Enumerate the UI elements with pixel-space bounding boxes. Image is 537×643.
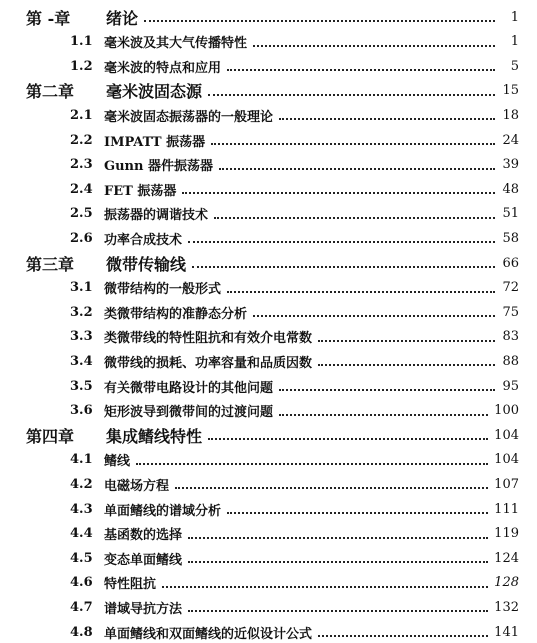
page-number: 1 <box>510 9 519 25</box>
toc-section-row <box>70 473 519 495</box>
chapter-title: 微带传输线 <box>106 254 187 274</box>
page-number: 111 <box>494 501 519 517</box>
toc-section-row <box>70 277 519 299</box>
section-title: 类微带结构的准静态分析 <box>104 306 248 322</box>
section-number: 2.1 <box>70 107 93 123</box>
toc-section-row <box>70 621 519 643</box>
dot-leader <box>227 69 495 71</box>
section-number: 3.5 <box>70 378 93 394</box>
section-title: 毫米波及其大气传播特性 <box>104 36 248 52</box>
page-number: 48 <box>502 181 519 197</box>
page-number: 72 <box>502 280 519 296</box>
toc-section-row <box>70 326 519 348</box>
section-number: 4.6 <box>70 575 93 591</box>
section-number: 2.5 <box>70 206 93 222</box>
dot-leader <box>188 561 488 563</box>
dot-leader <box>219 168 495 170</box>
section-number: 2.2 <box>70 132 93 148</box>
dot-leader <box>318 635 488 637</box>
page-number: 39 <box>502 157 519 173</box>
chapter-title: 集成鳍线特性 <box>106 426 203 446</box>
section-title: FET 振荡器 <box>104 183 177 199</box>
page-number: 119 <box>494 526 519 542</box>
section-title: 谱域导抗方法 <box>104 601 183 617</box>
section-title: 微带线的损耗、功率容量和品质因数 <box>104 355 313 371</box>
toc-section-row <box>70 572 519 594</box>
dot-leader <box>208 94 495 96</box>
page-number: 100 <box>494 403 519 419</box>
page-number: 18 <box>502 107 519 123</box>
section-number: 4.7 <box>70 599 93 615</box>
toc-section-row <box>70 350 519 372</box>
dot-leader <box>279 414 488 416</box>
toc-section-row <box>70 449 519 471</box>
dot-leader <box>214 217 495 219</box>
section-number: 3.1 <box>70 280 93 296</box>
section-number: 2.6 <box>70 230 93 246</box>
toc-section-row <box>70 227 519 249</box>
page-number: 95 <box>502 378 519 394</box>
dot-leader <box>188 241 495 243</box>
section-title: 功率合成技术 <box>104 232 183 248</box>
section-title: 鳍线 <box>104 454 131 470</box>
page-number: 75 <box>502 304 519 320</box>
section-number: 3.6 <box>70 403 93 419</box>
page-number: 58 <box>502 230 519 246</box>
dot-leader <box>227 512 488 514</box>
dot-leader <box>253 315 495 317</box>
chapter-number: 第 -章 <box>26 8 71 28</box>
page-number: 128 <box>494 575 519 591</box>
section-title: 矩形波导到微带间的过渡问题 <box>104 405 274 421</box>
toc-chapter-row <box>26 80 519 102</box>
section-title: 振荡器的调谐技术 <box>104 208 209 224</box>
page-number: 88 <box>502 353 519 369</box>
section-title: 基函数的选择 <box>104 528 183 544</box>
section-number: 4.1 <box>70 452 93 468</box>
page-number: 141 <box>494 624 519 640</box>
dot-leader <box>318 340 495 342</box>
toc-section-row <box>70 375 519 397</box>
dot-leader <box>175 487 488 489</box>
toc-chapter-row <box>26 424 519 446</box>
section-title: 毫米波固态振荡器的一般理论 <box>104 109 274 125</box>
toc-section-row <box>70 129 519 151</box>
section-number: 3.4 <box>70 353 93 369</box>
section-title: 有关微带电路设计的其他问题 <box>104 380 274 396</box>
page-number: 107 <box>494 476 519 492</box>
section-number: 2.4 <box>70 181 93 197</box>
dot-leader <box>162 586 488 588</box>
toc-section-row <box>70 154 519 176</box>
dot-leader <box>253 45 495 47</box>
page-number: 1 <box>510 34 519 50</box>
section-title: IMPATT 振荡器 <box>104 134 206 150</box>
page-number: 132 <box>494 599 519 615</box>
toc-section-row <box>70 55 519 77</box>
dot-leader <box>318 364 495 366</box>
section-title: 单面鳍线和双面鳍线的近似设计公式 <box>104 626 313 642</box>
section-title: 类微带线的特性阻抗和有效介电常数 <box>104 331 313 347</box>
section-title: Gunn 器件振荡器 <box>104 159 213 175</box>
chapter-number: 第三章 <box>26 254 75 274</box>
page-number: 24 <box>502 132 519 148</box>
dot-leader <box>227 291 495 293</box>
section-number: 1.2 <box>70 58 93 74</box>
toc-section-row <box>70 596 519 618</box>
section-number: 4.5 <box>70 550 93 566</box>
dot-leader <box>279 118 495 120</box>
toc-chapter-row <box>26 6 519 28</box>
dot-leader <box>144 20 495 22</box>
chapter-number: 第二章 <box>26 82 75 102</box>
page-number: 51 <box>502 206 519 222</box>
section-title: 特性阻抗 <box>104 577 157 593</box>
dot-leader <box>188 537 488 539</box>
chapter-title: 绪论 <box>106 8 139 28</box>
dot-leader <box>188 610 488 612</box>
chapter-number: 第四章 <box>26 426 75 446</box>
section-number: 4.2 <box>70 476 93 492</box>
section-number: 3.2 <box>70 304 93 320</box>
page-number: 83 <box>502 329 519 345</box>
toc-section-row <box>70 203 519 225</box>
section-number: 4.4 <box>70 526 93 542</box>
toc-section-row <box>70 498 519 520</box>
page-number: 124 <box>494 550 519 566</box>
page-number: 104 <box>494 452 519 468</box>
toc-section-row <box>70 104 519 126</box>
section-title: 变态单面鳍线 <box>104 552 183 568</box>
section-title: 电磁场方程 <box>104 478 170 494</box>
dot-leader <box>192 266 495 268</box>
chapter-title: 毫米波固态源 <box>106 82 203 102</box>
dot-leader <box>211 143 495 145</box>
toc-section-row <box>70 301 519 323</box>
section-number: 1.1 <box>70 34 93 50</box>
toc-section-row <box>70 178 519 200</box>
toc-section-row <box>70 523 519 545</box>
section-number: 2.3 <box>70 157 93 173</box>
section-number: 3.3 <box>70 329 93 345</box>
dot-leader <box>279 389 495 391</box>
dot-leader <box>136 463 488 465</box>
toc-section-row <box>70 400 519 422</box>
toc-section-row <box>70 547 519 569</box>
dot-leader <box>182 192 495 194</box>
dot-leader <box>208 438 488 440</box>
toc-section-row <box>70 31 519 53</box>
page-number: 15 <box>502 83 519 99</box>
page-number: 66 <box>502 255 519 271</box>
section-number: 4.3 <box>70 501 93 517</box>
page-number: 104 <box>494 427 519 443</box>
toc-chapter-row <box>26 252 519 274</box>
section-title: 单面鳍线的谱域分析 <box>104 503 222 519</box>
page-number: 5 <box>510 58 519 74</box>
section-number: 4.8 <box>70 624 93 640</box>
section-title: 毫米波的特点和应用 <box>104 60 222 76</box>
section-title: 微带结构的一般形式 <box>104 282 222 298</box>
